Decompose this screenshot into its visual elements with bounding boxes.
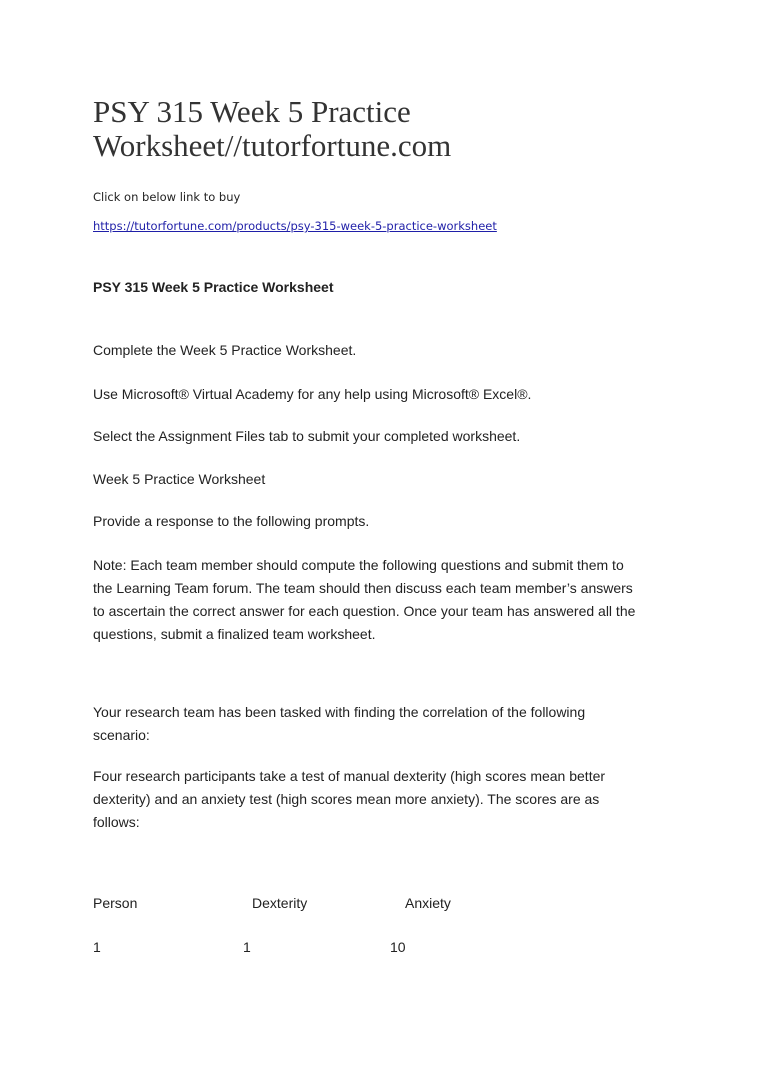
paragraph: Week 5 Practice Worksheet [93,471,266,487]
buy-link[interactable]: https://tutorfortune.com/products/psy-315-week-5-practice-worksheet [93,219,497,233]
header-dexterity: Dexterity [252,895,308,911]
title-line: PSY 315 Week 5 Practice [93,94,411,129]
document-title [93,95,451,163]
paragraph: Provide a response to the following prompts. [93,513,370,529]
text-line: follows: [93,814,140,830]
participants-paragraph [93,765,605,834]
cell-person: 1 [93,939,101,955]
text-line: dexterity) and an anxiety test (high scores mean more anxiety). The scores are as [93,791,600,807]
text-line: scenario: [93,727,150,743]
text-line: questions, submit a finalized team worksheet. [93,626,376,642]
text-line: Four research participants take a test of manual dexterity (high scores mean better [93,768,606,784]
note-paragraph [93,554,635,646]
header-anxiety: Anxiety [405,895,451,911]
text-line: Your research team has been tasked with finding the correlation of the following [93,704,586,720]
title-line: Worksheet//tutorfortune.com [93,128,452,163]
paragraph: Complete the Week 5 Practice Worksheet. [93,342,357,358]
paragraph: Use Microsoft® Virtual Academy for any help using Microsoft® Excel®. [93,386,532,402]
text-line: the Learning Team forum. The team should then discuss each team member’s answers [93,580,633,596]
buy-prompt: Click on below link to buy [93,190,241,204]
section-heading: PSY 315 Week 5 Practice Worksheet [93,279,334,295]
cell-anxiety: 10 [390,939,406,955]
cell-dexterity: 1 [243,939,251,955]
header-person: Person [93,895,138,911]
text-line: to ascertain the correct answer for each question. Once your team has answered all the [93,603,636,619]
paragraph: Select the Assignment Files tab to submit your completed worksheet. [93,428,521,444]
text-line: Note: Each team member should compute the following questions and submit them to [93,557,624,573]
scenario-paragraph [93,701,585,747]
